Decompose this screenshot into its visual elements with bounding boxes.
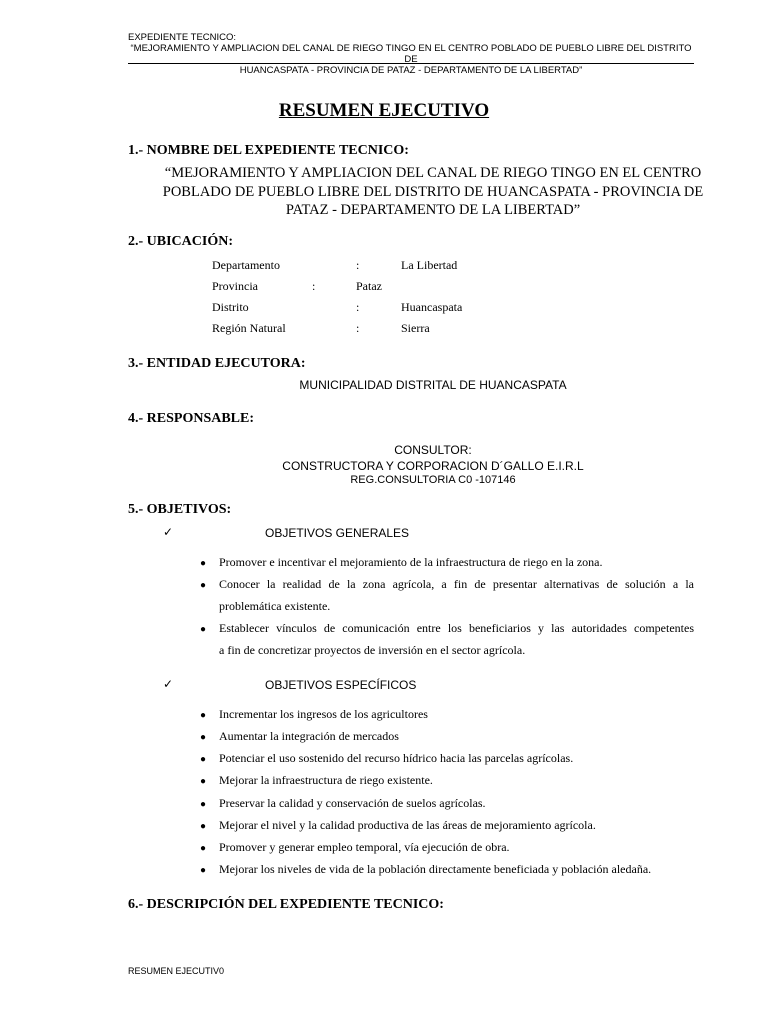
general-objective-text: Establecer vínculos de comunicación entre los beneficiarios y las autoridades competentes: [219, 621, 694, 635]
consultant-company: CONSTRUCTORA Y CORPORACION D´GALLO E.I.R.L: [282, 459, 584, 473]
consultant-role: CONSULTOR:: [394, 443, 472, 457]
bullet-icon: ●: [200, 732, 207, 743]
bullet-icon: ●: [200, 843, 207, 854]
general-objective-text: Conocer la realidad de la zona agrícola, a fin de presentar alternativas de solución a la: [219, 577, 694, 591]
executor-name: MUNICIPALIDAD DISTRITAL DE HUANCASPATA: [299, 378, 567, 392]
bullet-icon: ●: [200, 776, 207, 787]
bullet-icon: ●: [200, 580, 207, 591]
consultant-registry: REG.CONSULTORIA C0 -107146: [350, 474, 516, 486]
specific-objective-item: Potenciar el uso sostenido del recurso hídrico hacia las parcelas agrícolas.: [219, 751, 574, 765]
project-name-line-3: PATAZ - DEPARTAMENTO DE LA LIBERTAD”: [285, 202, 581, 218]
location-separator: :: [312, 279, 316, 293]
location-value: La Libertad: [401, 258, 458, 272]
location-separator: :: [356, 321, 360, 335]
location-label: Departamento: [212, 258, 280, 272]
specific-objective-item: Aumentar la integración de mercados: [219, 729, 399, 743]
specific-objective-item: Mejorar los niveles de vida de la población directamente beneficiada y población aledaña.: [219, 862, 652, 876]
bullet-icon: ●: [200, 799, 207, 810]
section-heading-6: 6.- DESCRIPCIÓN DEL EXPEDIENTE TECNICO:: [128, 897, 444, 912]
project-name-line-1: “MEJORAMIENTO Y AMPLIACION DEL CANAL DE RIEGO TINGO EN EL CENTRO: [164, 165, 702, 181]
section-heading-5: 5.- OBJETIVOS:: [128, 502, 232, 517]
section-heading-1: 1.- NOMBRE DEL EXPEDIENTE TECNICO:: [128, 143, 409, 158]
specific-objectives-title: OBJETIVOS ESPECÍFICOS: [265, 678, 417, 692]
header-label: EXPEDIENTE TECNICO:: [128, 32, 237, 43]
bullet-icon: ●: [200, 865, 207, 876]
location-label: Provincia: [212, 279, 258, 293]
general-objective-text: Promover e incentivar el mejoramiento de la infraestructura de riego en la zona.: [219, 555, 603, 569]
checkmark-icon: ✓: [163, 525, 174, 539]
general-objectives-title: OBJETIVOS GENERALES: [265, 526, 410, 540]
section-heading-4: 4.- RESPONSABLE:: [128, 411, 255, 426]
project-name: [128, 164, 738, 220]
specific-objective-item: Preservar la calidad y conservación de suelos agrícolas.: [219, 796, 486, 810]
specific-objective-item: Incrementar los ingresos de los agricultores: [219, 707, 428, 721]
location-value: Huancaspata: [401, 300, 463, 314]
section-heading-3: 3.- ENTIDAD EJECUTORA:: [128, 356, 306, 371]
page-title: RESUMEN EJECUTIVO: [278, 100, 490, 121]
location-separator: :: [356, 258, 360, 272]
general-objective-item: [219, 552, 694, 574]
header-project-line-2: HUANCASPATA - PROVINCIA DE PATAZ - DEPARTAMENTO DE LA LIBERTAD”: [239, 65, 583, 76]
document-header: [128, 32, 694, 76]
general-objective-item: [219, 574, 694, 617]
checkmark-icon: ✓: [163, 677, 174, 691]
header-divider: [128, 63, 694, 64]
bullet-icon: ●: [200, 754, 207, 765]
header-project-line-1: “MEJORAMIENTO Y AMPLIACION DEL CANAL DE RIEGO TINGO EN EL CENTRO POBLADO DE PUEBLO LIBRE DEL DISTRITO DE: [130, 43, 692, 65]
location-separator: :: [356, 300, 360, 314]
location-value: Pataz: [356, 279, 382, 293]
page-footer: RESUMEN EJECUTIV0: [128, 966, 225, 976]
section-heading-2: 2.- UBICACIÓN:: [128, 234, 233, 249]
location-label: Distrito: [212, 300, 249, 314]
bullet-icon: ●: [200, 624, 207, 635]
general-objective-item: [219, 618, 694, 661]
general-objective-text-cont: problemática existente.: [219, 598, 331, 613]
bullet-icon: ●: [200, 558, 207, 569]
specific-objective-item: Mejorar la infraestructura de riego existente.: [219, 773, 433, 787]
specific-objective-item: Promover y generar empleo temporal, vía ejecución de obra.: [219, 840, 510, 854]
bullet-icon: ●: [200, 821, 207, 832]
general-objective-text-cont: a fin de concretizar proyectos de inversión en el sector agrícola.: [219, 642, 526, 657]
project-name-line-2: POBLADO DE PUEBLO LIBRE DEL DISTRITO DE HUANCASPATA - PROVINCIA DE: [162, 183, 704, 200]
specific-objective-item: Mejorar el nivel y la calidad productiva de las áreas de mejoramiento agrícola.: [219, 818, 596, 832]
location-value: Sierra: [401, 321, 430, 335]
location-label: Región Natural: [212, 321, 286, 335]
bullet-icon: ●: [200, 710, 207, 721]
